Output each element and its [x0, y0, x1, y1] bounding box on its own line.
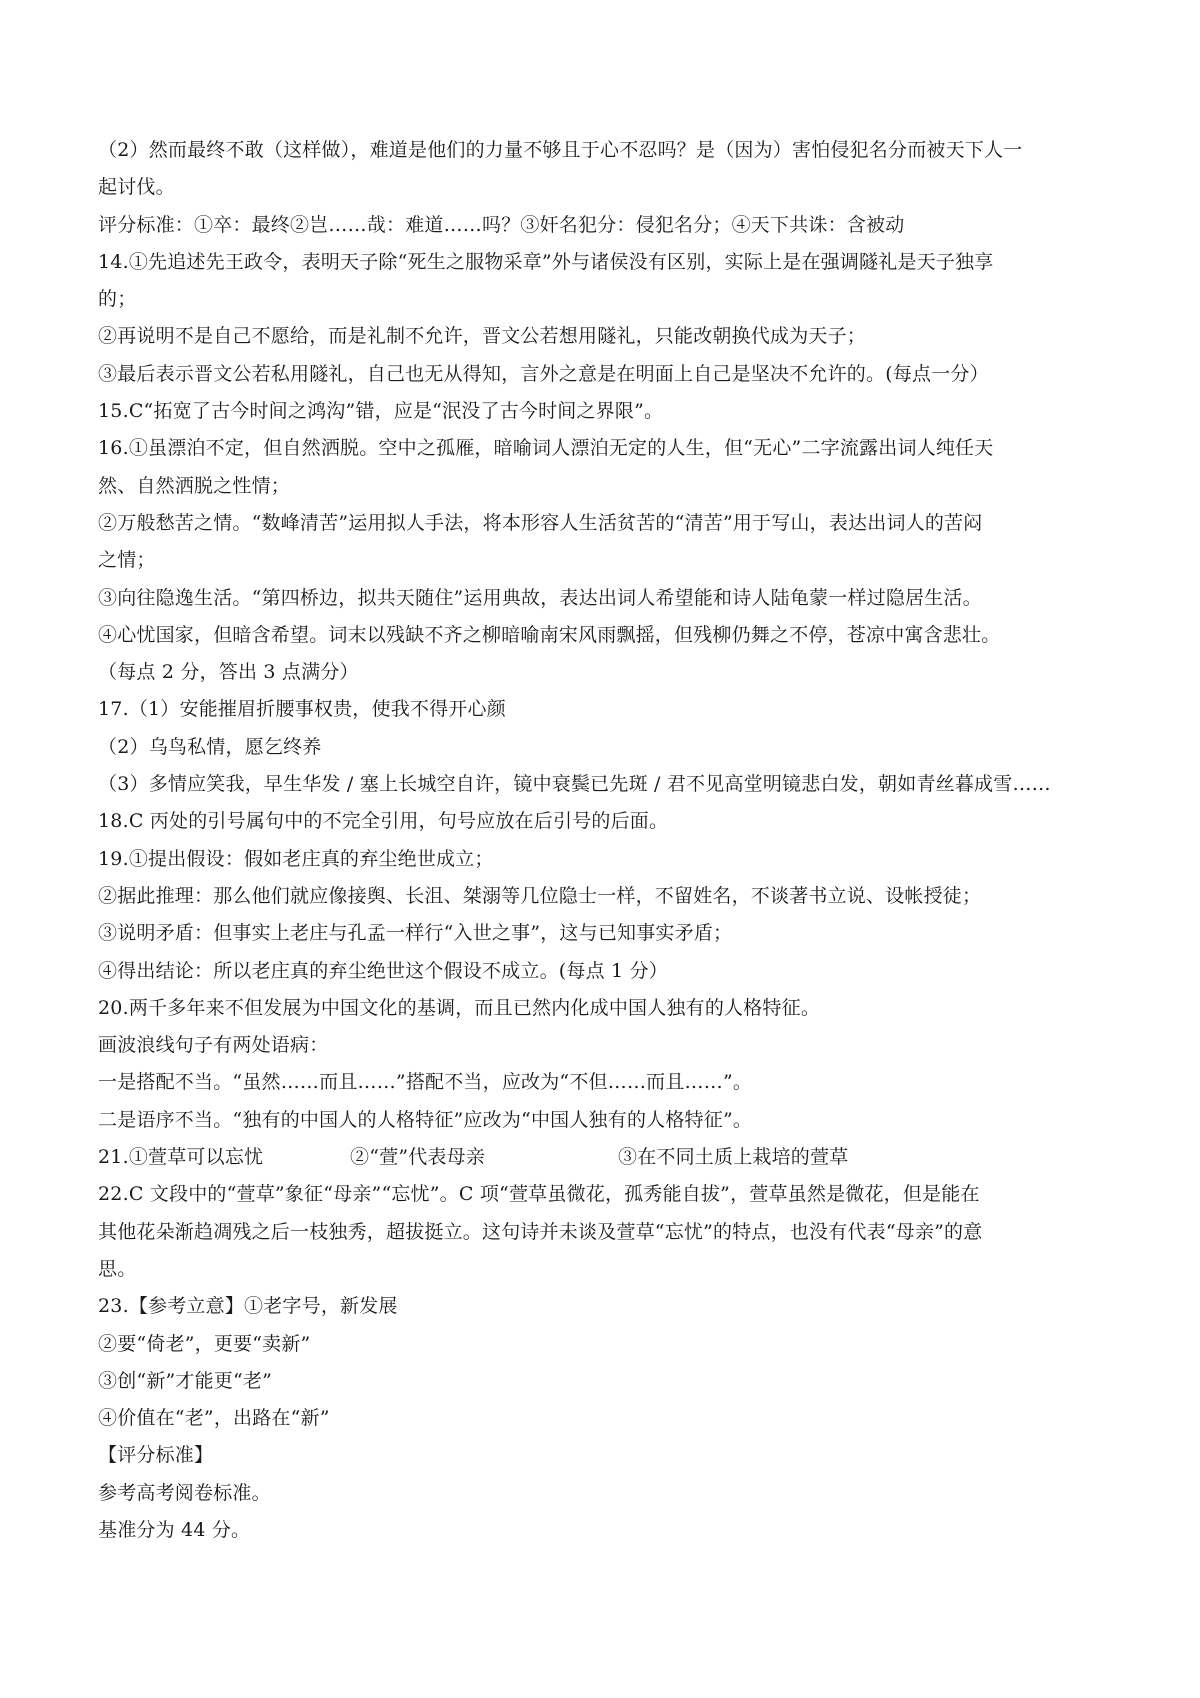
text-line: ③创“新”才能更“老”	[98, 1369, 273, 1392]
text-line: ④心忧国家，但暗含希望。词末以残缺不齐之柳暗喻南宋风雨飘摇，但残柳仍舞之不停，苍凉中寓含悲壮。	[98, 623, 1001, 646]
text-line: ④价值在“老”，出路在“新”	[98, 1407, 330, 1430]
text-line: （3）多情应笑我，早生华发 / 塞上长城空自许，镜中衰鬓已先斑 / 君不见高堂明镜悲白发，朝如青丝暮成雪……	[98, 773, 1051, 796]
text-line: 然、自然洒脱之性情；	[98, 474, 291, 497]
text-line: 参考高考阅卷标准。	[98, 1481, 271, 1504]
q21-point-1: 21.①萱草可以忘忧	[98, 1146, 264, 1169]
q21-point-3: ③在不同土质上栽培的萱草	[618, 1146, 849, 1169]
text-line: 15.C“拓宽了古今时间之鸿沟”错，应是“泯没了古今时间之界限”。	[98, 400, 664, 423]
text-line: （2）然而最终不敢（这样做），难道是他们的力量不够且于心不忍吗？是（因为）害怕侵犯名分而被天下人一	[98, 139, 1023, 161]
text-line: 其他花朵渐趋凋残之后一枝独秀，超拔挺立。这句诗并未谈及萱草“忘忧”的特点，也没有代表“母亲”的意	[98, 1220, 983, 1243]
text-line: 20.两千多年来不但发展为中国文化的基调，而且已然内化成中国人独有的人格特征。	[98, 996, 821, 1019]
text-line: 起讨伐。	[98, 176, 175, 199]
text-line: ④得出结论：所以老庄真的弃尘绝世这个假设不成立。(每点 1 分）	[98, 959, 668, 982]
text-line: 22.C 文段中的“萱草”象征“母亲”“忘忧”。C 项“萱草虽微花，孤秀能自拔”，萱草虽然是微花，但是能在	[98, 1183, 980, 1206]
text-line: 画波浪线句子有两处语病：	[98, 1034, 329, 1057]
q21-answer-row	[98, 1139, 1110, 1176]
text-line: （每点 2 分，答出 3 点满分）	[98, 661, 359, 684]
text-line: 评分标准：①卒：最终②岂……哉：难道……吗？③奸名犯分：侵犯名分；④天下共诛：含被动	[98, 213, 905, 236]
text-line: 基准分为 44 分。	[98, 1518, 251, 1541]
text-line: ③向往隐逸生活。“第四桥边，拟共天随住”运用典故，表达出词人希望能和诗人陆龟蒙一样过隐居生活。	[98, 586, 982, 609]
text-line: ②据此推理：那么他们就应像接舆、长沮、桀溺等几位隐士一样，不留姓名，不谈著书立说、设帐授徒；	[98, 884, 982, 907]
text-line: ②要“倚老”，更要“卖新”	[98, 1332, 311, 1355]
text-line: ②万般愁苦之情。“数峰清苦”运用拟人手法，将本形容人生活贫苦的“清苦”用于写山，表达出词人的苦闷	[98, 511, 983, 534]
text-line: 14.①先追述先王政令，表明天子除“死生之服物采章”外与诸侯没有区别，实际上是在强调隧礼是天子独享	[98, 250, 994, 273]
text-line: 一是搭配不当。“虽然……而且……”搭配不当，应改为“不但……而且……”。	[98, 1071, 753, 1094]
answer-key-content	[98, 132, 1110, 1549]
text-line: 23.【参考立意】①老字号，新发展	[98, 1295, 398, 1318]
text-line: 16.①虽漂泊不定，但自然洒脱。空中之孤雁，暗喻词人漂泊无定的人生，但“无心”二字流露出词人纯任天	[98, 437, 994, 460]
text-line: 思。	[98, 1257, 137, 1280]
text-line: 19.①提出假设：假如老庄真的弃尘绝世成立；	[98, 847, 494, 870]
text-line: 的；	[98, 288, 137, 311]
text-line: ③说明矛盾：但事实上老庄与孔孟一样行“入世之事”，这与已知事实矛盾；	[98, 922, 733, 945]
q21-point-2: ②“萱”代表母亲	[350, 1146, 486, 1169]
text-line: 之情；	[98, 549, 156, 572]
text-line: 17.（1）安能摧眉折腰事权贵，使我不得开心颜	[98, 698, 506, 721]
text-line: （2）乌鸟私情，愿乞终养	[98, 735, 322, 758]
text-line: 二是语序不当。“独有的中国人的人格特征”应改为“中国人独有的人格特征”。	[98, 1108, 753, 1131]
text-line: ③最后表示晋文公若私用隧礼，自己也无从得知，言外之意是在明面上自己是坚决不允许的。(每点一分）	[98, 362, 989, 385]
text-line: 【评分标准】	[98, 1444, 214, 1467]
text-line: 18.C 丙处的引号属句中的不完全引用，句号应放在后引号的后面。	[98, 810, 669, 833]
text-line: ②再说明不是自己不愿给，而是礼制不允许，晋文公若想用隧礼，只能改朝换代成为天子；	[98, 325, 867, 348]
